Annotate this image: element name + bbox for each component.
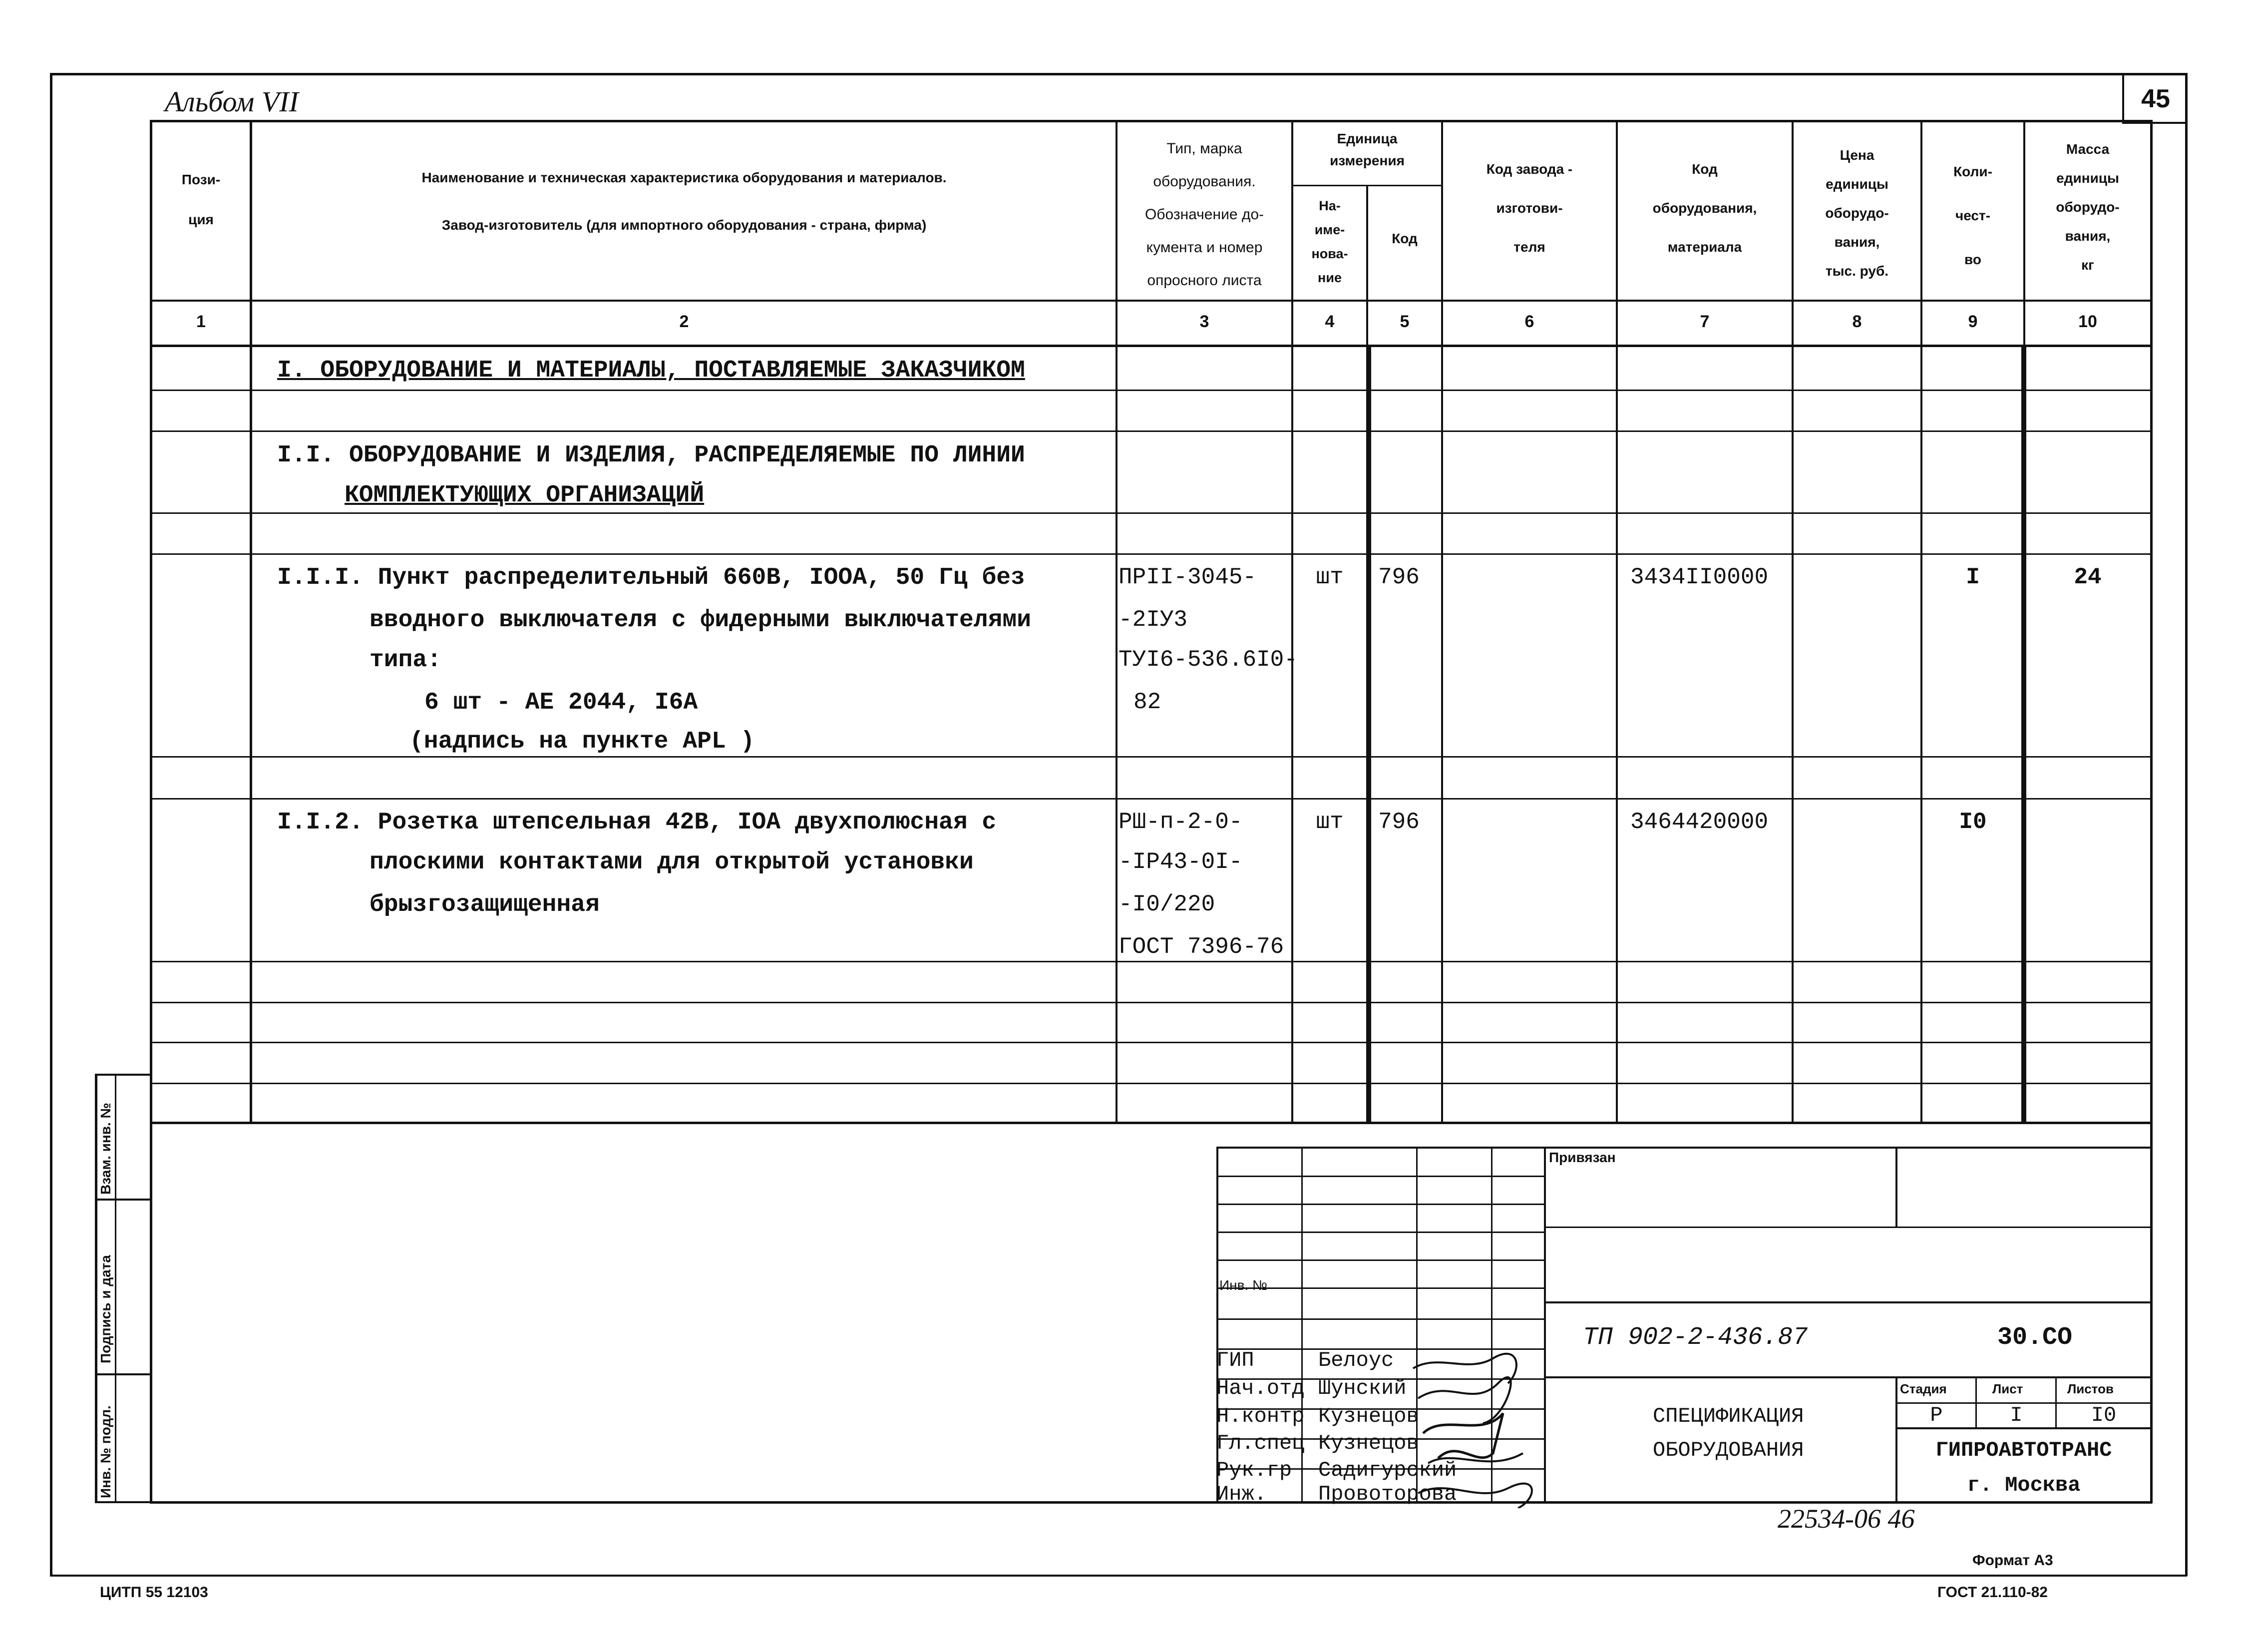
page-box-left	[2122, 75, 2124, 124]
tb-title-line1: СПЕЦИФИКАЦИЯ	[1653, 1404, 1804, 1428]
header-price: Цена единицы оборудо- вания, тыс. руб.	[1825, 147, 1889, 279]
tb-role-n-kontr: Н.контр	[1216, 1404, 1305, 1428]
section-1-1-title-cont: КОМПЛЕКТУЮЩИХ ОРГАНИЗАЦИЙ	[345, 482, 705, 509]
stamp-vzam-inv: Взам. инв. №	[98, 1103, 113, 1195]
tb-h	[1216, 1259, 1544, 1261]
item-1-1-2-line2: плоскими контактами для открытой установки	[370, 849, 974, 876]
stamp-bottom	[95, 1501, 152, 1503]
item-1-1-1-line4: 6 шт - АЕ 2044, I6A	[424, 689, 698, 716]
item-1-1-2-line1: I.I.2. Розетка штепсельная 42В, IOA двухполюсная с	[277, 809, 997, 836]
tb-sheets-label: Листов	[2067, 1381, 2114, 1396]
stamp-signature-date: Подпись и дата	[98, 1255, 113, 1363]
header-mass: Масса единицы оборудо- вания, кг	[2056, 141, 2120, 273]
col-line-1	[250, 120, 252, 1124]
section-1-1-title: I.I. ОБОРУДОВАНИЕ И ИЗДЕЛИЯ, РАСПРЕДЕЛЯЕМЫЕ ПО ЛИНИИ	[277, 442, 1025, 469]
header-bottom	[150, 300, 2152, 302]
item-1-1-2-type3: -I0/220	[1119, 891, 1215, 917]
tb-org: ГИПРОАВТОТРАНС	[1935, 1438, 2112, 1462]
item-1-1-1-line5: (надпись на пункте APL )	[409, 728, 755, 755]
row-line	[150, 756, 2152, 758]
format-label: Формат А3	[1972, 1552, 2053, 1569]
stamp-inv-podl: Инв. № подл.	[98, 1405, 113, 1498]
item-1-1-2-qty: I0	[1959, 809, 1987, 835]
header-qty: Коли- чест- во	[1953, 164, 1992, 267]
table-bottom	[150, 1122, 2152, 1124]
tb-stage-label: Стадия	[1900, 1381, 1947, 1396]
item-1-1-2-type4: ГОСТ 7396-76	[1119, 934, 1284, 960]
header-equip-code: Код оборудования, материала	[1652, 161, 1757, 255]
album-label: Альбом VII	[165, 85, 299, 118]
stamp-inner	[115, 1074, 116, 1503]
tb-sheet: I	[2010, 1403, 2023, 1427]
row-line	[150, 798, 2152, 800]
tb-h	[1216, 1232, 1544, 1233]
header-name-line2: Завод-изготовитель (для импортного оборудования - страна, фирма)	[441, 217, 927, 233]
tb-stage: Р	[1930, 1403, 1943, 1427]
tb-name-provotorova: Провоторова	[1318, 1482, 1457, 1506]
col-num-7: 7	[1700, 312, 1710, 331]
row-line	[150, 390, 2152, 391]
col-num-8: 8	[1852, 312, 1862, 331]
col-num-10: 10	[2078, 312, 2097, 331]
numbers-bottom	[150, 345, 2152, 347]
item-1-1-2-line3: брызгозащищенная	[370, 891, 600, 918]
item-1-1-2-unit-code: 796	[1378, 809, 1420, 835]
heavy-left	[1366, 345, 1371, 1124]
tb-stage-v1	[1975, 1376, 1977, 1428]
item-1-1-1-unit: шт	[1316, 564, 1344, 590]
footer-left: ЦИТП 55 12103	[100, 1584, 208, 1601]
frame-bottom	[50, 1575, 2187, 1577]
tb-top	[1216, 1147, 2152, 1149]
col-num-5: 5	[1400, 312, 1410, 331]
header-unit-group: Единица измерения	[1330, 131, 1405, 168]
row-line	[150, 1042, 2152, 1043]
table-top	[150, 120, 2152, 122]
header-factory-code: Код завода - изготови- теля	[1486, 161, 1573, 255]
tb-sheet-label: Лист	[1992, 1381, 2023, 1396]
stamp-top	[95, 1074, 152, 1076]
item-1-1-1-type2: -2IУ3	[1119, 607, 1188, 633]
item-1-1-1-line3: типа:	[370, 647, 442, 674]
lower-left-border	[150, 1124, 152, 1503]
header-position: Пози- ция	[181, 172, 221, 227]
header-unit-code: Код	[1392, 231, 1418, 246]
item-1-1-1-qty: I	[1966, 564, 1980, 590]
item-1-1-2-type2: -IP43-0I-	[1119, 849, 1243, 875]
tb-r-h2	[1544, 1301, 2152, 1303]
item-1-1-2-unit: шт	[1316, 809, 1344, 835]
item-1-1-1-line1: I.I.I. Пункт распределительный 660В, IOOA, 50 Гц без	[277, 564, 1025, 591]
header-type: Тип, марка оборудования. Обозначение до- кумента и номер опросного листа	[1144, 140, 1264, 289]
tb-name-sadigursky: Садигурский	[1318, 1458, 1457, 1482]
tb-name-kuznetsov-2: Кузнецов	[1318, 1431, 1419, 1455]
header-unit-name: На- име- нова- ние	[1311, 198, 1348, 285]
tb-role-gip: ГИП	[1216, 1348, 1254, 1372]
tb-stage-v2	[2055, 1376, 2057, 1428]
tb-role-gl-spec: Гл.спец	[1216, 1431, 1305, 1455]
tb-doc-suffix: 30.СО	[1997, 1323, 2073, 1352]
tb-name-shunsky: Шунский	[1318, 1376, 1407, 1400]
tb-h	[1216, 1204, 1544, 1205]
tb-role-ruk-gr: Рук.гр	[1216, 1458, 1292, 1482]
stamp-div2	[95, 1373, 152, 1375]
stamp-div1	[95, 1199, 152, 1201]
col-num-1: 1	[196, 312, 206, 331]
tb-role-nach-otd: Нач.отд	[1216, 1376, 1305, 1400]
col-line-6	[1616, 120, 1618, 1124]
frame-top	[50, 73, 2187, 75]
frame-left	[50, 73, 52, 1576]
col-num-3: 3	[1199, 312, 1209, 331]
tb-sheets: I0	[2091, 1403, 2117, 1427]
tb-h	[1216, 1176, 1544, 1177]
row-line	[150, 1002, 2152, 1003]
section-1-title: I. ОБОРУДОВАНИЕ И МАТЕРИАЛЫ, ПОСТАВЛЯЕМЫЕ ЗАКАЗЧИКОМ	[277, 357, 1025, 384]
item-1-1-1-type3: ТУI6-536.6I0-	[1119, 647, 1298, 673]
item-1-1-1-line2: вводного выключателя с фидерными выключателями	[370, 607, 1032, 634]
tb-doc-code: ТП 902-2-436.87	[1583, 1323, 1808, 1352]
item-1-1-2-equip-code: 3464420000	[1630, 809, 1769, 835]
col-num-2: 2	[679, 312, 689, 331]
item-1-1-1-equip-code: 3434II0000	[1630, 564, 1769, 590]
row-line	[150, 961, 2152, 962]
tb-name-belous: Белоус	[1318, 1348, 1394, 1372]
row-line	[150, 430, 2152, 432]
tb-r-h3	[1544, 1376, 2152, 1378]
tb-inv-no: Инв. №	[1219, 1277, 1268, 1293]
col-num-4: 4	[1325, 312, 1335, 331]
tb-privyazan-split	[1895, 1147, 1897, 1227]
unit-group-split	[1293, 185, 1441, 186]
handwritten-number: 22534-06 46	[1778, 1504, 1915, 1534]
item-1-1-1-unit-code: 796	[1378, 564, 1420, 590]
tb-title-line2: ОБОРУДОВАНИЯ	[1653, 1438, 1804, 1462]
row-line	[150, 512, 2152, 514]
frame-right	[2185, 73, 2188, 1576]
tb-h	[1216, 1318, 1544, 1320]
tb-role-inzh: Инж.	[1216, 1482, 1267, 1506]
tb-stage-h2	[1895, 1427, 2152, 1429]
page-number: 45	[2141, 84, 2170, 113]
table-right	[2150, 120, 2153, 1124]
tb-right	[2150, 1124, 2153, 1503]
tb-city: г. Москва	[1967, 1473, 2081, 1497]
col-num-9: 9	[1968, 312, 1978, 331]
stamp-left	[95, 1074, 97, 1503]
item-1-1-2-type1: РШ-п-2-0-	[1119, 809, 1243, 835]
tb-r-h1	[1544, 1227, 2152, 1228]
item-1-1-1-type4: 82	[1133, 689, 1161, 715]
item-1-1-1-mass: 24	[2074, 564, 2102, 590]
tb-name-kuznetsov-1: Кузнецов	[1318, 1404, 1419, 1428]
item-1-1-1-type1: ПРII-3045-	[1119, 564, 1257, 590]
header-name-line1: Наименование и техническая характеристика оборудования и материалов.	[421, 170, 947, 185]
col-line-5	[1441, 120, 1443, 1124]
heavy-right	[2021, 345, 2026, 1124]
footer-right: ГОСТ 21.110-82	[1937, 1584, 2048, 1601]
row-line	[150, 1083, 2152, 1084]
table-left	[150, 120, 152, 1124]
tb-privyazan: Привязан	[1549, 1150, 1616, 1165]
signature-scribbles	[1408, 1348, 1548, 1508]
row-line	[150, 553, 2152, 555]
col-num-6: 6	[1524, 312, 1534, 331]
